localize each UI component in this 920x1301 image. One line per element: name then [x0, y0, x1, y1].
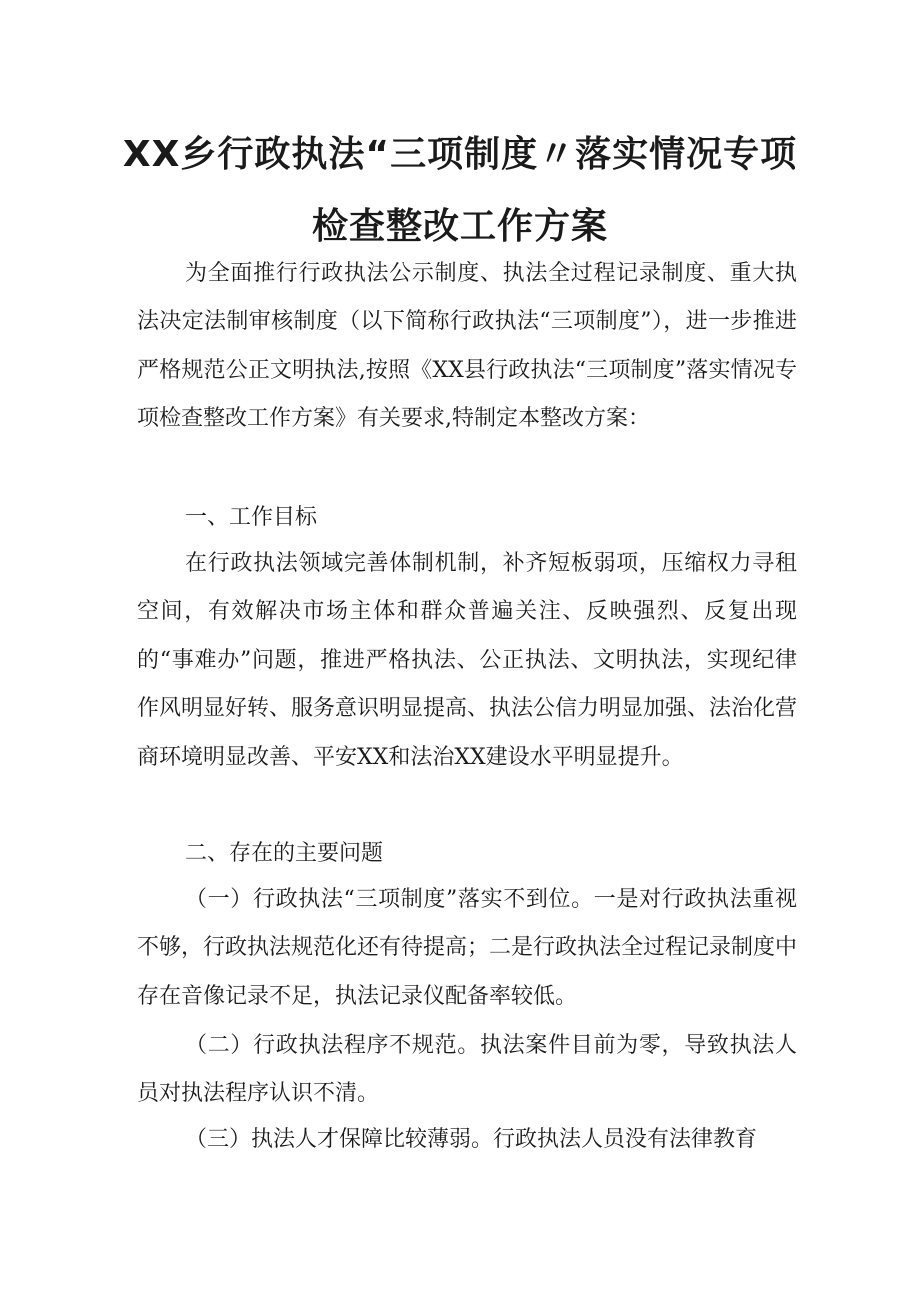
- document-title-line-2: 检查整改工作方案: [311, 206, 608, 247]
- intro-paragraph: 为全面推行行政执法公示制度、执法全过程记录制度、重大执法决定法制审核制度（以下简称行政执法“三项制度”），进一步推进严格规范公正文明执法,按照《XX县行政执法“三项制度”落实情况专项检查整改工作方案》有关要求,特制定本整改方案：: [137, 261, 797, 432]
- section-heading-problems: 二、存在的主要问题: [185, 841, 384, 866]
- issue-paragraph-2: （二）行政执法程序不规范。执法案件目前为零，导致执法人员对执法程序认识不清。: [137, 1033, 797, 1107]
- goals-paragraph: 在行政执法领域完善体制机制，补齐短板弱项，压缩权力寻租空间，有效解决市场主体和群众普遍关注、反映强烈、反复出现的“事难办”问题，推进严格执法、公正执法、文明执法，实现纪律作风明显好转、服务意识明显提高、执法公信力明显加强、法治化营商环境明显改善、平安XX和法治XX建设水平明显提升。: [137, 551, 798, 770]
- issue-paragraph-3: （三）执法人才保障比较薄弱。行政执法人员没有法律教育: [185, 1127, 758, 1152]
- issue-paragraph-1: （一）行政执法“三项制度”落实不到位。一是对行政执法重视不够，行政执法规范化还有待提高；二是行政执法全过程记录制度中存在音像记录不足，执法记录仪配备率较低。: [137, 887, 798, 1009]
- section-heading-goals: 一、工作目标: [185, 505, 318, 530]
- document-title-line-1: XX乡行政执法“三项制度〃落实情况专项: [122, 134, 798, 175]
